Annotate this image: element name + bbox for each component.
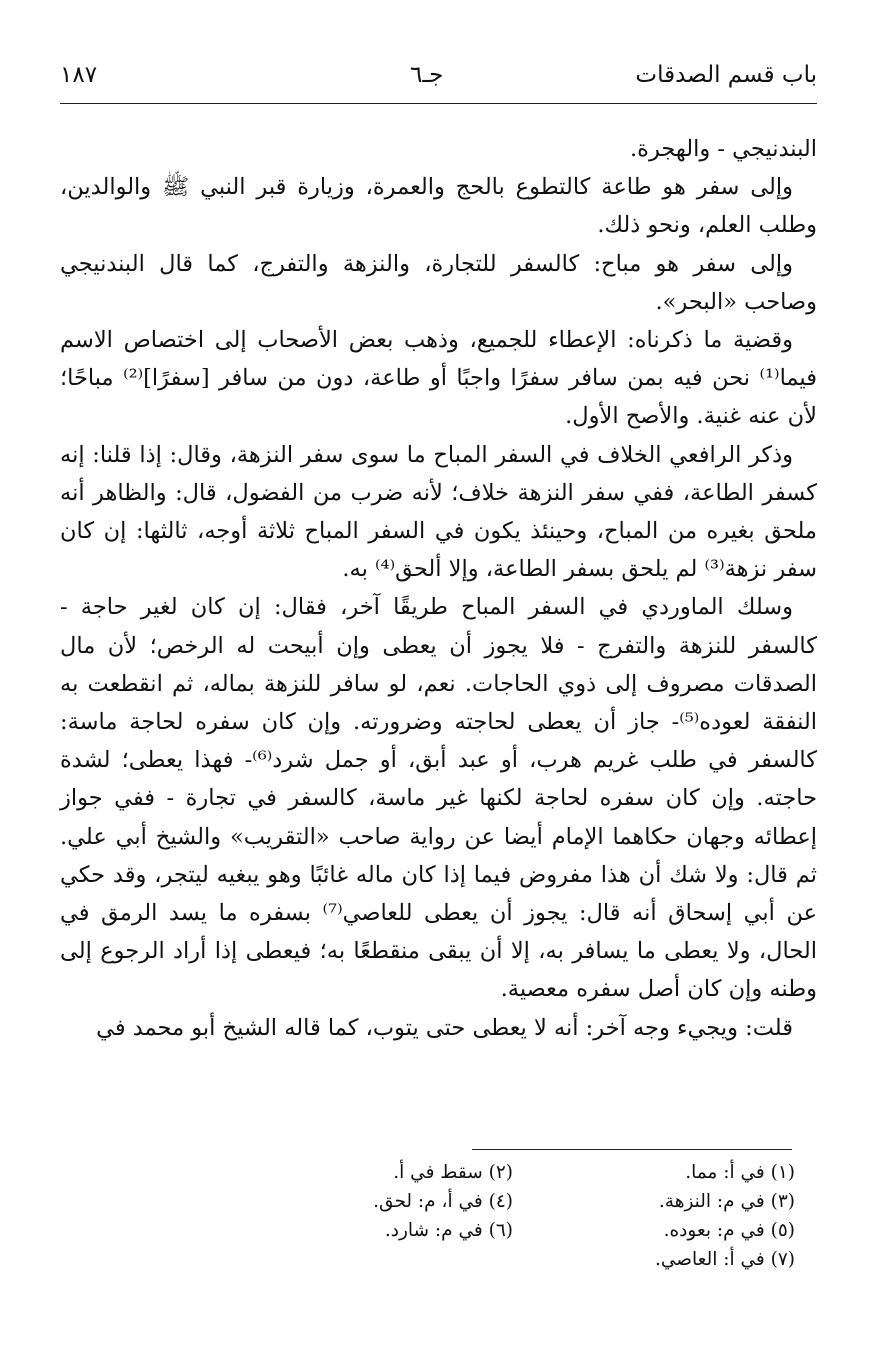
- volume-number: جـ٦: [410, 62, 444, 88]
- main-text: [60, 130, 817, 1047]
- paragraph: وذكر الرافعي الخلاف في السفر المباح ما سوى سفر النزهة، وقال: إذا قلنا: إنه كسفر الطاعة، ففي سفر النزهة خلاف؛ لأنه ضرب من الفضول، قال: والظاهر أنه ملحق بغيره من المباح، وحينئذ يكون في السفر المباح ثلاثة أوجه، ثالثها: إن كان سفر نزهة⁽³⁾ لم يلحق بسفر الطاعة، وإلا ألحق⁽⁴⁾ به.: [60, 441, 817, 583]
- footnotes: [230, 1158, 795, 1274]
- paragraph: وإلى سفر هو مباح: كالسفر للتجارة، والنزهة والتفرج، كما قال البندنيجي وصاحب «البحر».: [60, 250, 817, 315]
- footnote-divider: [472, 1149, 792, 1150]
- footnote-row: [230, 1158, 795, 1187]
- paragraph: وسلك الماوردي في السفر المباح طريقًا آخر، فقال: إن كان لغير حاجة - كالسفر للنزهة والتفرج - فلا يجوز أن يعطى وإن أبيحت له الرخص؛ لأن مال الصدقات مصروف إلى ذوي الحاجات. نعم، لو سافر للنزهة بماله، ثم انقطعت به النفقة لعوده⁽⁵⁾- جاز أن يعطى لحاجته وضرورته. وإن كان سفره لحاجة ماسة: كالسفر في طلب غريم هرب، أو عبد أبق، أو جمل شرد⁽⁶⁾- فهذا يعطى؛ لشدة حاجته. وإن كان سفره لحاجة لكنها غير ماسة، كالسفر في تجارة - ففي جواز إعطائه وجهان حكاهما الإمام أيضا عن رواية صاحب «التقريب» والشيخ أبي علي. ثم قال: ولا شك أن هذا مفروض فيما إذا كان ماله غائبًا وهو يبغيه ليتجر، وقد حكي عن أبي إسحاق أنه قال: يجوز أن يعطى للعاصي⁽⁷⁾ بسفره ما يسد الرمق في الحال، ولا يعطى ما يسافر به، إلا أن يبقى منقطعًا به؛ فيعطى إذا أراد الرجوع إلى وطنه وإن كان أصل سفره معصية.: [60, 594, 818, 1003]
- footnote: (٣) في م: النزهة.: [658, 1191, 795, 1212]
- footnote-row: [230, 1245, 795, 1274]
- chapter-title: باب قسم الصدقات: [635, 62, 817, 88]
- footnote: (٦) في م: شارد.: [384, 1220, 513, 1241]
- footnote: (٢) سقط في أ.: [393, 1162, 513, 1183]
- footnote-row: [230, 1216, 795, 1245]
- page-number: ١٨٧: [60, 62, 98, 88]
- paragraph: البندنيجي - والهجرة.: [630, 136, 817, 162]
- footnote: (٤) في أ، م: لحق.: [373, 1191, 513, 1212]
- paragraph: وإلى سفر هو طاعة كالتطوع بالحج والعمرة، وزيارة قبر النبي ﷺ والوالدين، وطلب العلم، ونحو ذلك.: [60, 174, 817, 239]
- paragraph: قلت: ويجيء وجه آخر: أنه لا يعطى حتى يتوب، كما قاله الشيخ أبو محمد في: [96, 1014, 793, 1041]
- header-divider: [60, 103, 817, 104]
- footnote: (١) في أ: مما.: [685, 1162, 795, 1183]
- paragraph: وقضية ما ذكرناه: الإعطاء للجميع، وذهب بعض الأصحاب إلى اختصاص الاسم فيما⁽¹⁾ نحن فيه بمن سافر سفرًا واجبًا أو طاعة، دون من سافر [سفرًا]⁽²⁾ مباحًا؛ لأن عنه غنية. والأصح الأول.: [60, 327, 817, 430]
- footnote: (٥) في م: بعوده.: [663, 1220, 795, 1241]
- footnote: (٧) في أ: العاصي.: [655, 1249, 795, 1270]
- footnote-row: [230, 1187, 795, 1216]
- running-header: [60, 62, 817, 96]
